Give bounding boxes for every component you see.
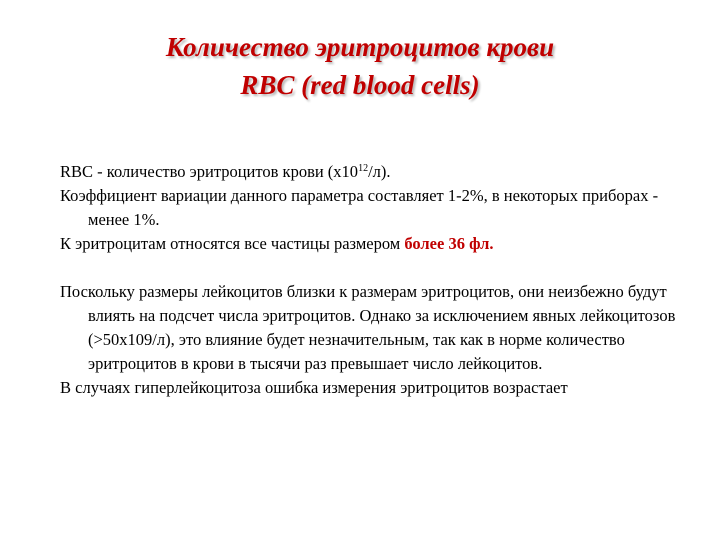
slide-title: [0, 28, 720, 104]
title-line-2: RBC (red blood cells): [240, 70, 480, 100]
exponent: 12: [358, 163, 369, 174]
rbc-definition-text: RBC - количество эритроцитов крови (х10: [60, 162, 359, 181]
paragraph-hyperleukocytosis: В случаях гиперлейкоцитоза ошибка измерения эритроцитов возрастает: [60, 378, 568, 397]
paragraph-rbc-definition: [60, 160, 680, 184]
particle-size-highlight: более 36 фл.: [404, 234, 494, 253]
particle-size-text: К эритроцитам относятся все частицы размером: [60, 234, 405, 253]
paragraph-variation-coefficient: Коэффициент вариации данного параметра составляет 1-2%, в некоторых приборах - менее 1%.: [60, 186, 659, 229]
paragraph-leukocyte-influence: Поскольку размеры лейкоцитов близки к размерам эритроцитов, они неизбежно будут влиять на подсчет числа эритроцитов. Однако за исключением явных лейкоцитозов (>50х109/л), это влияние будет незначительным, так как в норме количество эритроцитов в крови в тысячи раз превышает число лейкоцитов.: [60, 282, 676, 373]
title-line-1: Количество эритроцитов крови: [165, 32, 555, 62]
slide-body: [60, 160, 680, 400]
paragraph-gap: [60, 256, 680, 280]
rbc-definition-unit: /л).: [368, 162, 391, 181]
paragraph-particle-size: [60, 232, 680, 256]
